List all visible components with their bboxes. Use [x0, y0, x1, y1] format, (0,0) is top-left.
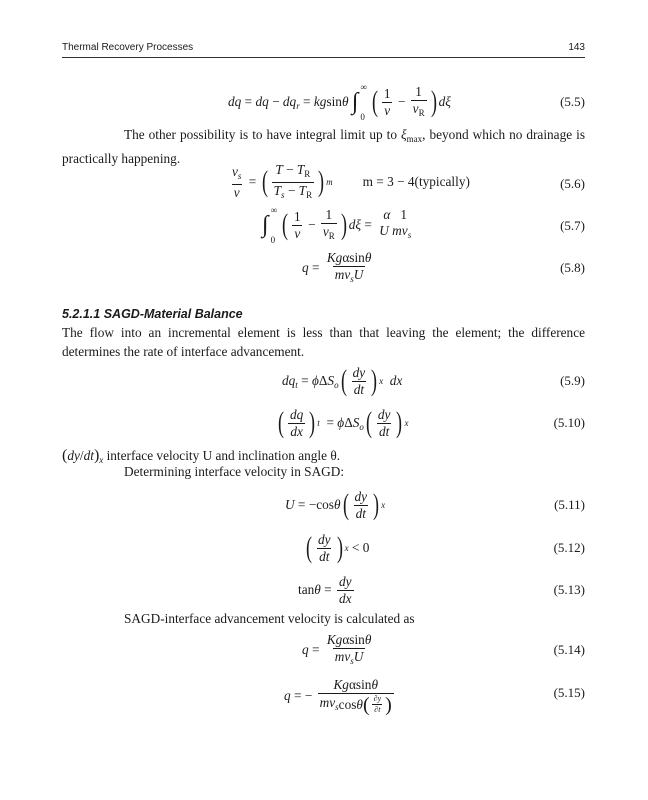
section-heading: 5.2.1.1 SAGD-Material Balance — [62, 307, 243, 321]
equation-number: (5.12) — [553, 540, 585, 555]
equation-number: (5.13) — [553, 582, 585, 597]
equation-5-5: dq = dq − $dq_r = kgsin\theta$ ∫ ∞ 0 ( $\frac{1}{\nu}$ − $\frac{1}{\nu_R}$ ) dξ — [228, 82, 451, 122]
paragraph-text: interface velocity U and inclination angle θ. — [106, 448, 341, 463]
equation-5-14: q = $\frac{\text{Kgαsinθ}}{m\nu_sU}$ — [302, 631, 372, 666]
equation-number: (5.5) — [560, 94, 585, 109]
paragraph: SAGD-interface advancement velocity is calculated as — [124, 611, 415, 626]
equation-5-8: q = $\frac{\text{Kgαsinθ}}{m\nu_sU}$ — [302, 249, 372, 284]
paragraph: $(dy/dt)_x$ interface velocity U and inclination angle θ. — [62, 447, 341, 465]
paragraph: The flow into an incremental element is less than that leaving the element; the difference determines the rate of interface advancement. — [62, 325, 585, 359]
equation-number: (5.8) — [560, 260, 585, 275]
equation-5-11: U = −cosθ ( $\frac{dy}{dt}$ ) x — [285, 488, 386, 521]
equation-5-15: q = − Kgαsinθ $m\nu_s$ cos θ ( $\frac{\partial y}{\partial t}$ ) — [284, 677, 392, 716]
equation-number: (5.11) — [554, 497, 585, 512]
equation-number: (5.14) — [553, 642, 585, 657]
equation-number: (5.7) — [560, 218, 585, 233]
equation-5-7: ∫ ∞ 0 ( $\frac{1}{\nu}$ − $\frac{1}{\nu_R}$ ) dξ = α 1 U $m\nu_s$ — [262, 205, 412, 245]
page-number: 143 — [568, 42, 585, 53]
equation-5-10: ( $\frac{dq}{dx}$ ) t = ϕΔS$_o$ ( $\frac{dy}{dt}$ ) x — [278, 406, 409, 439]
equation-number: (5.9) — [560, 373, 585, 388]
equation-number: (5.10) — [553, 415, 585, 430]
running-title: Thermal Recovery Processes — [62, 42, 194, 53]
header-rule — [62, 57, 585, 58]
paragraph: Determining interface velocity in SAGD: — [124, 464, 345, 479]
equation-5-9: $dq_t = \phi\Delta S_o$ ( $\frac{dy}{dt}$ ) x dx — [282, 364, 403, 397]
equation-number: (5.15) — [553, 685, 585, 700]
equation-5-6: $\frac{\nu_s}{\nu}$ = ( $\frac{T - T_R}{T_s - T_R}$ ) m m = 3 − 4(typically) — [232, 161, 470, 200]
equation-5-13: tanθ = $\frac{dy}{dx}$ — [298, 573, 352, 606]
equation-number: (5.6) — [560, 176, 585, 191]
paragraph: The other possibility is to have integral limit up to $\xi_{max}$, beyond which no drainage is practically happening. — [62, 127, 585, 166]
equation-5-12: ( $\frac{dy}{dt}$ ) x < 0 — [306, 531, 370, 564]
equation-note: m = 3 − 4(typically) — [362, 174, 470, 189]
